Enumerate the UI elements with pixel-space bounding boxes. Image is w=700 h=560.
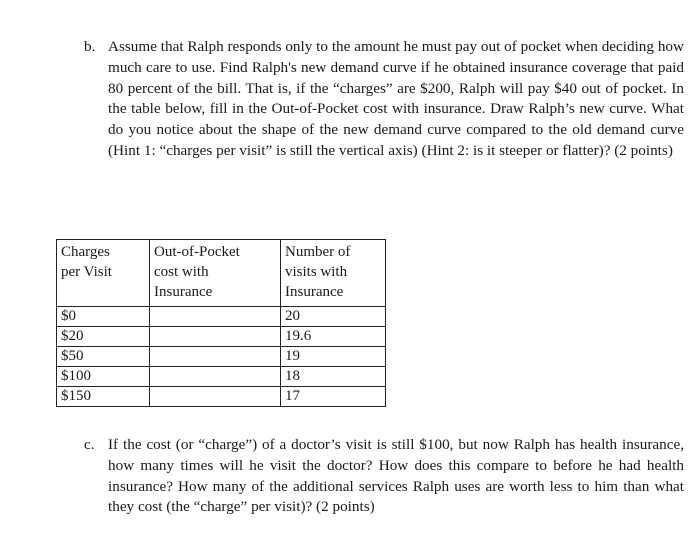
table-row <box>57 387 386 407</box>
header-line: Number of <box>285 244 351 260</box>
charge-cell: $50 <box>57 347 150 367</box>
question-b-marker: b. <box>84 38 96 55</box>
header-line: visits with <box>285 264 348 280</box>
visits-cell: 18 <box>281 367 386 387</box>
header-line: Insurance <box>154 284 213 300</box>
out-of-pocket-cell[interactable] <box>150 327 281 347</box>
question-c-marker: c. <box>84 436 95 453</box>
header-line: Insurance <box>285 284 344 300</box>
out-of-pocket-cell[interactable] <box>150 347 281 367</box>
out-of-pocket-cell[interactable] <box>150 307 281 327</box>
question-c <box>84 435 684 518</box>
header-line: Charges <box>61 244 110 260</box>
charge-cell: $150 <box>57 387 150 407</box>
header-charges-per-visit <box>57 240 150 307</box>
header-line: per Visit <box>61 264 112 280</box>
table-header-row <box>57 240 386 307</box>
table-row <box>57 367 386 387</box>
charge-cell: $100 <box>57 367 150 387</box>
out-of-pocket-cell[interactable] <box>150 387 281 407</box>
table-row <box>57 307 386 327</box>
table-row <box>57 347 386 367</box>
question-c-text: If the cost (or “charge”) of a doctor’s visit is still $100, but now Ralph has health insurance, how many times will he visit the doctor? How does this compare to before he had health insurance? How many of the additional services Ralph uses are worth less to him than what they cost (the “charge” per visit)? (2 points) <box>108 436 684 516</box>
question-b <box>84 37 684 162</box>
visits-cell: 20 <box>281 307 386 327</box>
table-row <box>57 327 386 347</box>
visits-cell: 19.6 <box>281 327 386 347</box>
charge-cell: $20 <box>57 327 150 347</box>
insurance-table <box>56 239 386 407</box>
charge-cell: $0 <box>57 307 150 327</box>
header-number-of-visits <box>281 240 386 307</box>
visits-cell: 19 <box>281 347 386 367</box>
visits-cell: 17 <box>281 387 386 407</box>
header-line: cost with <box>154 264 209 280</box>
question-b-text: Assume that Ralph responds only to the amount he must pay out of pocket when deciding how much care to use. Find Ralph's new demand curve if he obtained insurance coverage that paid 80 percent of the bill. That is, if the “charges” are $200, Ralph will pay $40 out of pocket. In the table below, fill in the Out-of-Pocket cost with insurance. Draw Ralph’s new curve. What do you notice about the shape of the new demand curve compared to the old demand curve (Hint 1: “charges per visit” is still the vertical axis) (Hint 2: is it steeper or flatter)? (2 points) <box>108 38 684 159</box>
out-of-pocket-cell[interactable] <box>150 367 281 387</box>
header-line: Out-of-Pocket <box>154 244 240 260</box>
header-out-of-pocket <box>150 240 281 307</box>
